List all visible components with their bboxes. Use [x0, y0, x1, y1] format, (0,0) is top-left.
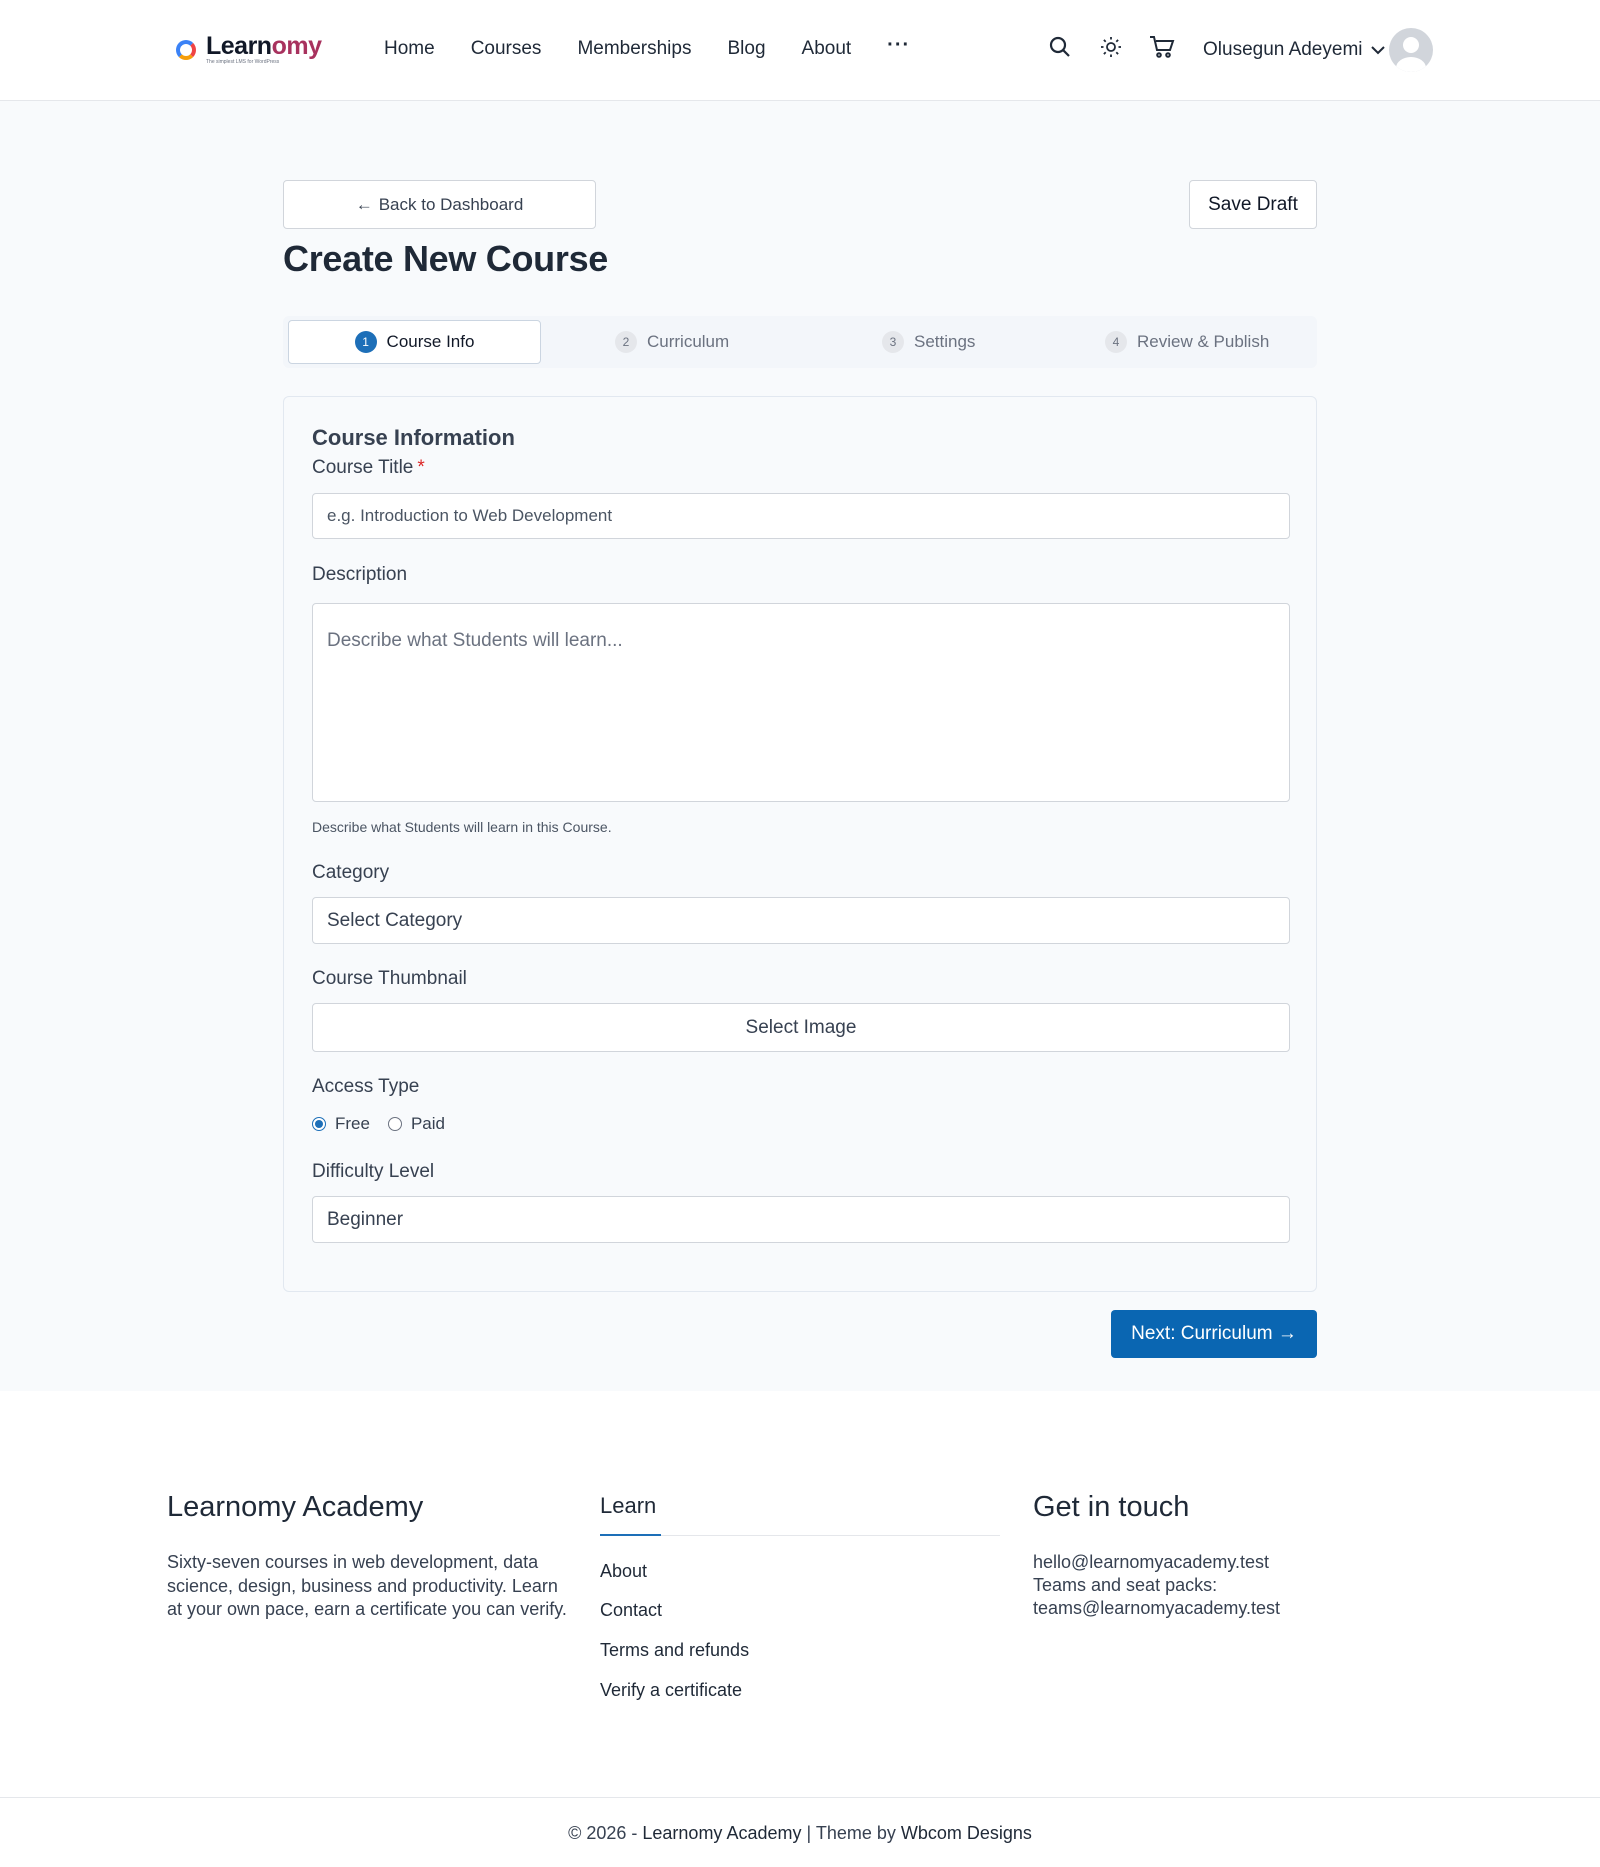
site-footer: [0, 1391, 1600, 1867]
footer-brand-text: Sixty-seven courses in web development, data science, design, business and productivity. Learn at your own pace, earn a certificate you can verify.: [167, 1552, 567, 1619]
nav-courses[interactable]: Courses: [470, 38, 542, 59]
footer-learn-title: Learn: [600, 1493, 657, 1518]
footer-title-underline: [600, 1534, 661, 1536]
search-icon[interactable]: [1047, 34, 1073, 60]
description-help-text: Describe what Students will learn in this Course.: [312, 819, 612, 835]
step-number: 1: [355, 331, 377, 353]
step-label: Settings: [914, 332, 976, 351]
select-image-button[interactable]: Select Image: [312, 1003, 1290, 1052]
nav-about[interactable]: About: [801, 38, 852, 59]
footer-link-contact[interactable]: Contact: [600, 1600, 663, 1620]
nav-memberships[interactable]: Memberships: [577, 38, 692, 59]
page-title: Create New Course: [283, 238, 609, 279]
footer-link-terms[interactable]: Terms and refunds: [600, 1640, 750, 1660]
step-settings[interactable]: [882, 316, 975, 368]
step-review-publish[interactable]: [1105, 316, 1269, 368]
save-draft-button[interactable]: Save Draft: [1189, 180, 1317, 229]
theme-toggle-icon[interactable]: [1098, 34, 1124, 60]
access-free-label[interactable]: Free: [335, 1114, 370, 1133]
access-type-group: [312, 1114, 463, 1134]
footer-teams-email[interactable]: teams@learnomyacademy.test: [1033, 1598, 1281, 1618]
logo-icon: [176, 40, 196, 60]
course-title-label: Course Title *: [312, 457, 425, 478]
footer-bottom-divider: [0, 1797, 1600, 1798]
access-paid-label[interactable]: Paid: [410, 1114, 445, 1133]
nav-more-icon[interactable]: ···: [887, 34, 911, 56]
footer-teams-label: Teams and seat packs:: [1033, 1575, 1218, 1595]
section-title: Course Information: [312, 425, 515, 450]
access-type-label: Access Type: [312, 1076, 420, 1097]
required-mark: *: [417, 457, 425, 478]
access-paid-radio[interactable]: [388, 1117, 402, 1131]
nav-blog[interactable]: Blog: [727, 38, 766, 59]
thumbnail-label: Course Thumbnail: [312, 968, 467, 989]
copyright: © 2026 - Learnomy Academy | Theme by Wbcom Designs: [568, 1823, 1032, 1843]
site-header: [0, 0, 1600, 101]
course-title-input[interactable]: e.g. Introduction to Web Development: [312, 493, 1290, 539]
copyright-site-link[interactable]: Learnomy Academy: [642, 1823, 802, 1843]
difficulty-select[interactable]: Beginner: [312, 1196, 1290, 1243]
back-to-dashboard-button[interactable]: ← Back to Dashboard: [283, 180, 596, 229]
user-name: Olusegun Adeyemi: [1203, 39, 1363, 60]
step-label: Course Info: [386, 332, 475, 351]
step-label: Curriculum: [647, 332, 730, 351]
logo-tagline: The simplest LMS for WordPress: [206, 59, 280, 65]
footer-brand-title: Learnomy Academy: [167, 1491, 424, 1523]
footer-contact-title: Get in touch: [1033, 1491, 1190, 1523]
step-number: 4: [1105, 331, 1127, 353]
category-label: Category: [312, 862, 390, 883]
category-select[interactable]: Select Category: [312, 897, 1290, 944]
next-curriculum-button[interactable]: Next: Curriculum →: [1111, 1310, 1317, 1358]
logo[interactable]: [176, 34, 322, 65]
step-label: Review & Publish: [1137, 332, 1270, 351]
footer-link-verify[interactable]: Verify a certificate: [600, 1680, 743, 1700]
copyright-theme-link[interactable]: Wbcom Designs: [900, 1823, 1032, 1843]
chevron-down-icon: [1371, 39, 1385, 61]
logo-name: Learnomy: [206, 32, 322, 60]
step-curriculum[interactable]: [615, 316, 729, 368]
step-course-info[interactable]: [288, 320, 541, 364]
course-stepper: [283, 316, 1317, 368]
course-info-card: [283, 396, 1317, 1292]
access-free-radio[interactable]: [312, 1117, 326, 1131]
avatar[interactable]: [1389, 28, 1433, 72]
nav-home[interactable]: Home: [384, 38, 435, 59]
arrow-left-icon: ←: [355, 194, 373, 214]
step-number: 3: [882, 331, 904, 353]
description-label: Description: [312, 564, 408, 585]
footer-contact-email[interactable]: hello@learnomyacademy.test: [1033, 1552, 1270, 1572]
footer-link-about[interactable]: About: [600, 1561, 648, 1581]
cart-icon[interactable]: [1149, 34, 1175, 60]
difficulty-label: Difficulty Level: [312, 1161, 435, 1182]
description-textarea[interactable]: Describe what Students will learn...: [312, 603, 1290, 802]
main-nav: [384, 34, 946, 60]
user-menu[interactable]: [1203, 39, 1385, 61]
step-number: 2: [615, 331, 637, 353]
